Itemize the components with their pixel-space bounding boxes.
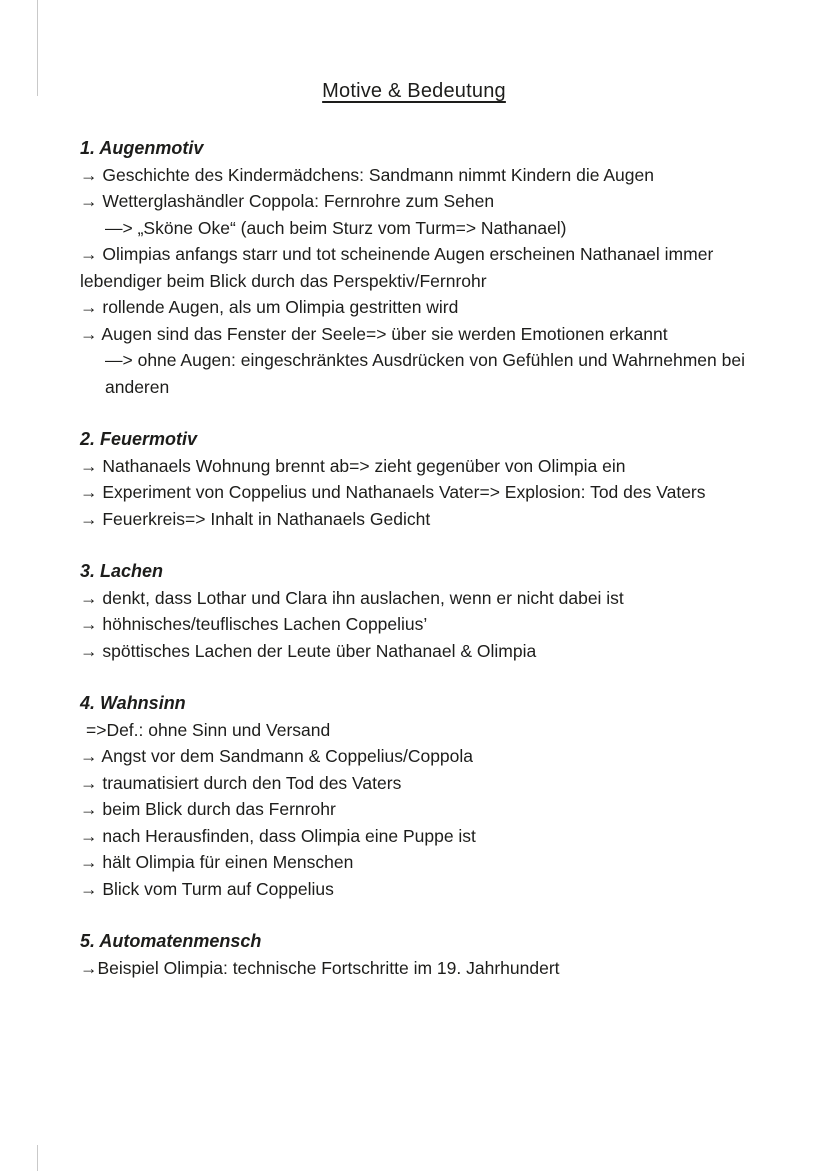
note-line: → nach Herausfinden, dass Olimpia eine Puppe ist [80,825,476,846]
note-line: → Geschichte des Kindermädchens: Sandmann nimmt Kindern die Augen [80,164,654,185]
note-line: → Nathanaels Wohnung brennt ab=> zieht gegenüber von Olimpia ein [80,455,626,476]
note-line: → Wetterglashändler Coppola: Fernrohre zum Sehen [80,191,495,211]
note-definition-line: =>Def.: ohne Sinn und Versand [86,719,331,740]
note-line: → Olimpias anfangs starr und tot scheinende Augen erscheinen Nathanael immer lebendiger beim Blick durch das Perspektiv/Fernrohr [80,244,714,291]
note-line: →Beispiel Olimpia: technische Fortschritte im 19. Jahrhundert [80,957,560,978]
section-heading: 3. Lachen [80,561,164,581]
note-line: → Experiment von Coppelius und Nathanaels Vater=> Explosion: Tod des Vaters [80,482,706,502]
note-line: → hält Olimpia für einen Menschen [80,852,354,872]
note-line: → spöttisches Lachen der Leute über Nathanael & Olimpia [80,640,537,661]
note-line: → höhnisches/teuflisches Lachen Coppelius’ [80,614,428,634]
note-line: → beim Blick durch das Fernrohr [80,799,336,819]
section-lachen [80,558,772,664]
note-line: → denkt, dass Lothar und Clara ihn auslachen, wenn er nicht dabei ist [80,587,624,608]
section-heading: 1. Augenmotiv [80,138,204,158]
note-line: → Augen sind das Fenster der Seele=> über sie werden Emotionen erkannt [80,323,668,344]
section-heading: 2. Feuermotiv [80,429,198,449]
note-line: → Angst vor dem Sandmann & Coppelius/Coppola [80,746,474,766]
section-augenmotiv [80,135,772,400]
note-subline: —> „Sköne Oke“ (auch beim Sturz vom Turm=> Nathanael) [105,217,567,238]
section-wahnsinn [80,690,772,902]
document-content [0,103,828,981]
note-line: → rollende Augen, als um Olimpia gestritten wird [80,297,459,317]
page-edge-artifact-top [37,0,38,96]
section-feuermotiv [80,426,772,532]
title-area [0,0,828,103]
section-heading: 5. Automatenmensch [80,931,262,951]
note-line: → Blick vom Turm auf Coppelius [80,878,334,899]
section-heading: 4. Wahnsinn [80,693,186,713]
note-subline: —> ohne Augen: eingeschränktes Ausdrücken von Gefühlen und Wahrnehmen bei anderen [105,350,745,397]
page-edge-artifact-bottom [37,1145,38,1171]
note-line: → Feuerkreis=> Inhalt in Nathanaels Gedicht [80,508,431,529]
page-title: Motive & Bedeutung [322,80,506,102]
note-line: → traumatisiert durch den Tod des Vaters [80,772,402,793]
section-automatenmensch [80,928,772,981]
